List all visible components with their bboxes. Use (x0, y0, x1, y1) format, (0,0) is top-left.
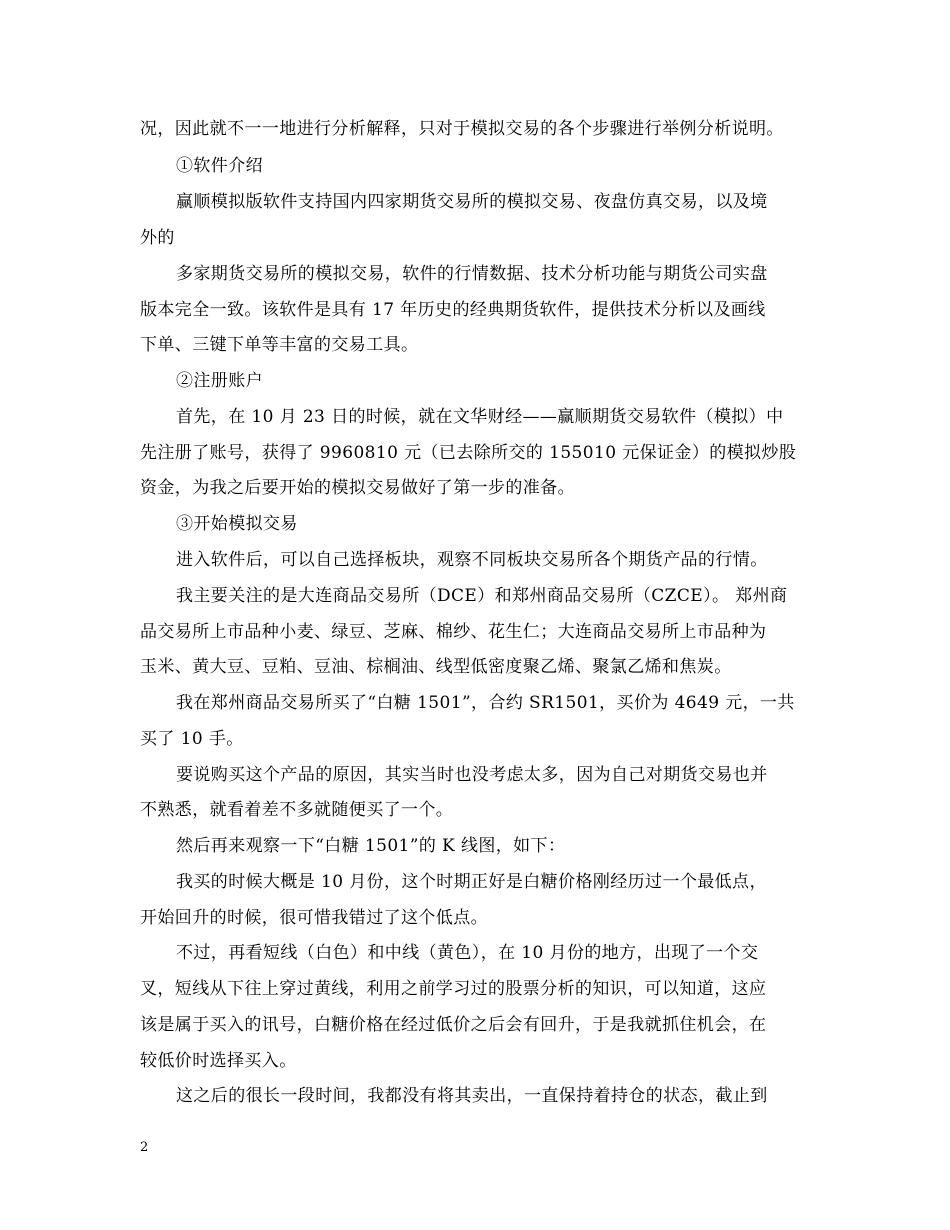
text-line: 该是属于买入的讯号，白糖价格在经过低价之后会有回升，于是我就抓住机会，在 (140, 1015, 767, 1035)
text-line: 叉，短线从下往上穿过黄线，利用之前学习过的股票分析的知识，可以知道，这应 (140, 979, 767, 999)
text-line: 这之后的很长一段时间，我都没有将其卖出，一直保持着持仓的状态，截止到 (176, 1086, 768, 1106)
section-heading: ②注册账户 (176, 371, 263, 391)
text-line: 我主要关注的是大连商品交易所（DCE）和郑州商品交易所（CZCE）。 郑州商 (176, 586, 788, 606)
text-line: 要说购买这个产品的原因，其实当时也没考虑太多，因为自己对期货交易也并 (176, 765, 768, 785)
text-line: 下单、三键下单等丰富的交易工具。 (140, 335, 419, 355)
section-heading: ③开始模拟交易 (176, 514, 298, 534)
page-number: 2 (140, 1140, 149, 1155)
text-line: 不过，再看短线（白色）和中线（黄色），在 10 月份的地方，出现了一个交 (176, 943, 759, 963)
text-line: 然后再来观察一下“白糖 1501”的 K 线图，如下： (176, 836, 566, 856)
text-line: 赢顺模拟版软件支持国内四家期货交易所的模拟交易、夜盘仿真交易，以及境 (176, 192, 768, 212)
text-line: 外的 (140, 228, 175, 248)
text-line: 先注册了账号，获得了 9960810 元（已去除所交的 155010 元保证金）的模拟炒股 (140, 443, 797, 463)
text-line: 我买的时候大概是 10 月份，这个时期正好是白糖价格刚经历过一个最低点， (176, 872, 767, 892)
text-line: 品交易所上市品种小麦、绿豆、芝麻、棉纱、花生仁；大连商品交易所上市品种为 (140, 622, 767, 642)
text-line: 资金，为我之后要开始的模拟交易做好了第一步的准备。 (140, 478, 575, 498)
text-line: 版本完全一致。该软件是具有 17 年历史的经典期货软件，提供技术分析以及画线 (140, 300, 766, 320)
text-line: 不熟悉，就看着差不多就随便买了一个。 (140, 800, 454, 820)
text-line: 开始回升的时候，很可惜我错过了这个低点。 (140, 908, 488, 928)
text-line: 较低价时选择买入。 (140, 1051, 297, 1071)
section-heading: ①软件介绍 (176, 156, 263, 176)
text-line: 我在郑州商品交易所买了“白糖 1501”，合约 SR1501，买价为 4649 元，一共 (176, 693, 795, 713)
text-line: 况，因此就不一一地进行分析解释，只对于模拟交易的各个步骤进行举例分析说明。 (140, 119, 784, 139)
text-line: 玉米、黄大豆、豆粕、豆油、棕榈油、线型低密度聚乙烯、聚氯乙烯和焦炭。 (140, 657, 732, 677)
text-line: 买了 10 手。 (140, 729, 244, 749)
text-line: 首先，在 10 月 23 日的时候，就在文华财经——赢顺期货交易软件（模拟）中 (176, 407, 784, 427)
text-line: 多家期货交易所的模拟交易，软件的行情数据、技术分析功能与期货公司实盘 (176, 264, 768, 284)
text-line: 进入软件后，可以自己选择板块，观察不同板块交易所各个期货产品的行情。 (176, 550, 768, 570)
